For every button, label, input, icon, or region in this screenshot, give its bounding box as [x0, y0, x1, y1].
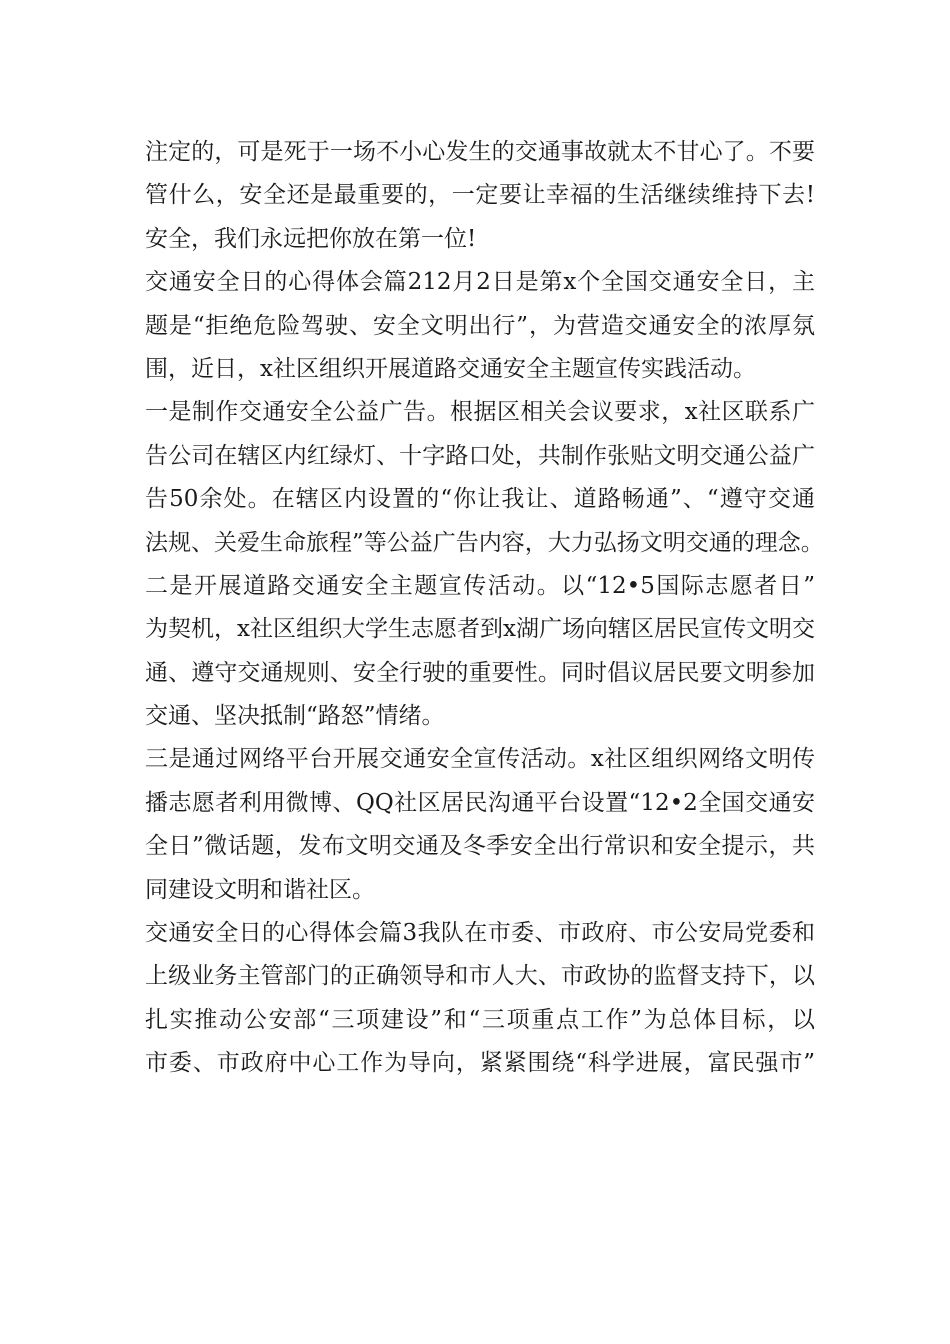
text-line: 交通、坚决抵制“路怒”情绪。 — [145, 703, 445, 730]
text-line: 上级业务主管部门的正确领导和市人大、市政协的监督支持下，以 — [145, 963, 815, 990]
text-line: 播志愿者利用微博、QQ社区居民沟通平台设置“12•2全国交通安 — [145, 789, 815, 816]
text-line: 围，近日，x社区组织开展道路交通安全主题宣传实践活动。 — [145, 355, 756, 382]
text-line: 全日”微话题，发布文明交通及冬季安全出行常识和安全提示，共 — [145, 833, 815, 860]
text-line: 二是开展道路交通安全主题宣传活动。以“12•5国际志愿者日” — [145, 572, 815, 599]
text-line: 法规、关爱生命旅程”等公益广告内容，大力弘扬文明交通的理念。 — [145, 529, 824, 556]
text-line: 安全，我们永远把你放在第一位! — [145, 225, 477, 252]
text-line: 管什么，安全还是最重要的，一定要让幸福的生活继续维持下去! — [145, 182, 815, 209]
text-line: 一是制作交通安全公益广告。根据区相关会议要求，x社区联系广 — [145, 399, 815, 426]
text-line: 注定的，可是死于一场不小心发生的交通事故就太不甘心了。不要 — [145, 139, 815, 165]
text-line: 交通安全日的心得体会篇212月2日是第x个全国交通安全日，主 — [145, 269, 815, 296]
text-line: 同建设文明和谐社区。 — [145, 876, 375, 903]
text-line: 告50余处。在辖区内设置的“你让我让、道路畅通”、“遵守交通 — [145, 486, 815, 513]
text-line: 市委、市政府中心工作为导向，紧紧围绕“科学进展，富民强市” — [145, 1050, 815, 1077]
document-body — [145, 131, 824, 1086]
text-line: 通、遵守交通规则、安全行驶的重要性。同时倡议居民要文明参加 — [145, 659, 815, 686]
text-line: 题是“拒绝危险驾驶、安全文明出行”，为营造交通安全的浓厚氛 — [145, 312, 815, 339]
text-line: 交通安全日的心得体会篇3我队在市委、市政府、市公安局党委和 — [145, 920, 815, 947]
text-line: 三是通过网络平台开展交通安全宣传活动。x社区组织网络文明传 — [145, 746, 815, 773]
text-line: 扎实推动公安部“三项建设”和“三项重点工作”为总体目标，以 — [145, 1006, 815, 1033]
text-line: 为契机，x社区组织大学生志愿者到x湖广场向辖区居民宣传文明交 — [145, 616, 815, 643]
text-line: 告公司在辖区内红绿灯、十字路口处，共制作张贴文明交通公益广 — [145, 442, 815, 469]
